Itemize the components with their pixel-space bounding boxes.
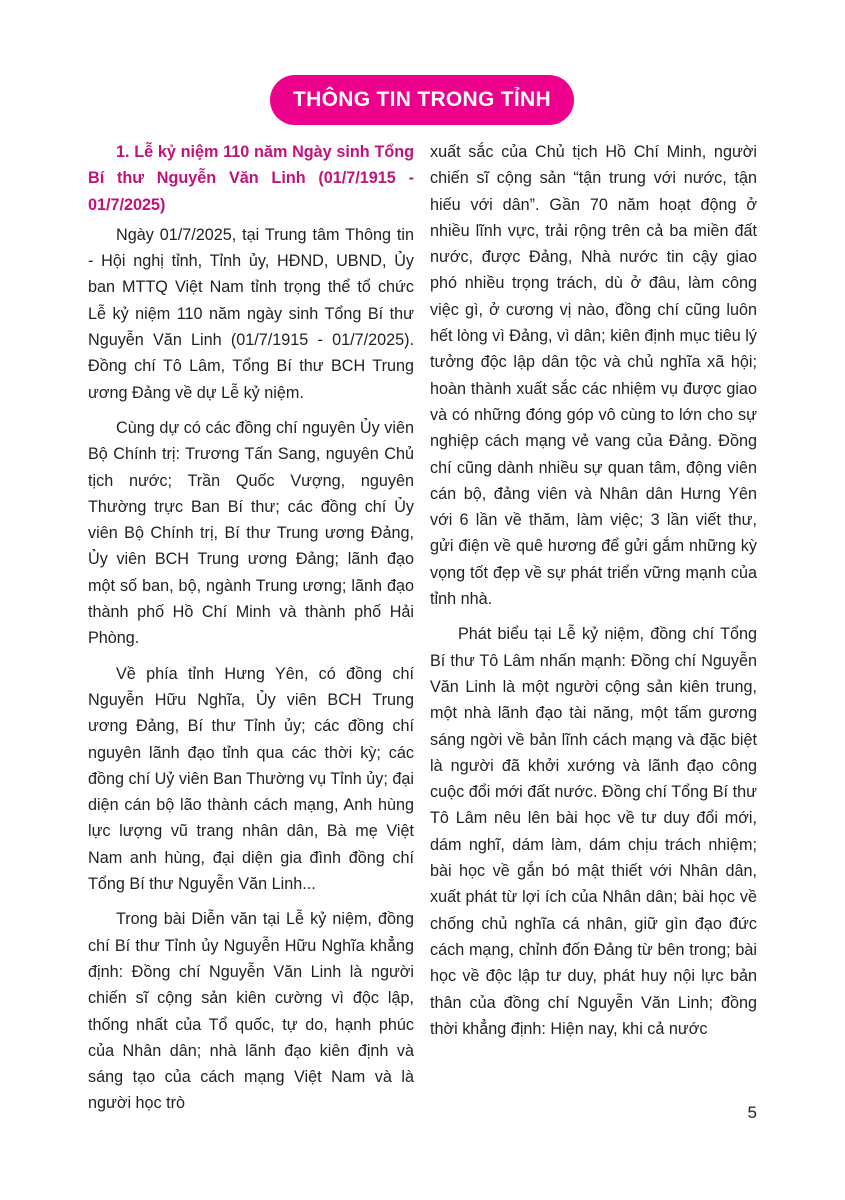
article-column-left: [88, 139, 414, 1126]
article-paragraph: Về phía tỉnh Hưng Yên, có đồng chí Nguyễn Hữu Nghĩa, Ủy viên BCH Trung ương Đảng, Bí thư Tỉnh ủy; các đồng chí nguyên lãnh đạo tỉnh qua các thời kỳ; các đồng chí Uỷ viên Ban Thường vụ Tỉnh ủy; đại diện cán bộ lão thành cách mạng, Anh hùng lực lượng vũ trang nhân dân, Bà mẹ Việt Nam anh hùng, đại diện gia đình đồng chí Tổng Bí thư Nguyễn Văn Linh...: [88, 664, 414, 894]
page-number: 5: [747, 1103, 757, 1122]
article-paragraph: Ngày 01/7/2025, tại Trung tâm Thông tin - Hội nghị tỉnh, Tỉnh ủy, HĐND, UBND, Ủy ban MTTQ Việt Nam tỉnh trọng thể tổ chức Lễ kỷ niệm 110 năm ngày sinh Tổng Bí thư Nguyễn Văn Linh (01/7/1915 - 01/7/2025). Đồng chí Tô Lâm, Tổng Bí thư BCH Trung ương Đảng về dự Lễ kỷ niệm.: [88, 225, 414, 402]
article-heading: 1. Lễ kỷ niệm 110 năm Ngày sinh Tổng Bí thư Nguyễn Văn Linh (01/7/1915 - 01/7/2025): [88, 143, 414, 214]
section-title: THÔNG TIN TRONG TỈNH: [293, 88, 551, 111]
article-paragraph-continuation: xuất sắc của Chủ tịch Hồ Chí Minh, người chiến sĩ cộng sản “tận trung với nước, tận hiếu với dân”. Gần 70 năm hoạt động ở nhiều lĩnh vực, trải rộng trên cả ba miền đất nước, được Đảng, Nhà nước tin cậy giao phó nhiều trọng trách, dù ở đâu, làm công việc gì, ở cương vị nào, đồng chí cũng luôn hết lòng vì Đảng, vì dân; kiên định mục tiêu lý tưởng độc lập dân tộc và chủ nghĩa xã hội; hoàn thành xuất sắc các nhiệm vụ được giao và có những đóng góp vô cùng to lớn cho sự nghiệp cách mạng vẻ vang của Đảng. Đồng chí cũng dành nhiều sự quan tâm, động viên cán bộ, đảng viên và Nhân dân Hưng Yên với 6 lần về thăm, làm việc; 3 lần viết thư, gửi điện về quê hương để gửi gắm những kỳ vọng tốt đẹp về sự phát triển vững mạnh của tỉnh nhà.: [430, 143, 757, 609]
section-banner: [270, 75, 574, 125]
article-paragraph: Cùng dự có các đồng chí nguyên Ủy viên Bộ Chính trị: Trương Tấn Sang, nguyên Chủ tịch nước; Trần Quốc Vượng, nguyên Thường trực Ban Bí thư; các đồng chí Ủy viên Bộ Chính trị, Bí thư Trung ương Đảng, Ủy viên BCH Trung ương Đảng; lãnh đạo một số ban, bộ, ngành Trung ương; lãnh đạo thành phố Hồ Chí Minh và thành phố Hải Phòng.: [88, 418, 414, 648]
article-paragraph: Trong bài Diễn văn tại Lễ kỷ niệm, đồng chí Bí thư Tỉnh ủy Nguyễn Hữu Nghĩa khẳng định: Đồng chí Nguyễn Văn Linh là người chiến sĩ cộng sản kiên cường vì độc lập, thống nhất của Tổ quốc, tự do, hạnh phúc của Nhân dân; nhà lãnh đạo kiên định và sáng tạo của cách mạng Việt Nam và là người học trò: [88, 910, 414, 1113]
article-column-right: [430, 139, 757, 1051]
article-paragraph: Phát biểu tại Lễ kỷ niệm, đồng chí Tổng Bí thư Tô Lâm nhấn mạnh: Đồng chí Nguyễn Văn Linh là một người cộng sản kiên trung, một nhà lãnh đạo tài năng, một tấm gương sáng ngời về bản lĩnh cách mạng và đặc biệt là người đã khởi xướng và lãnh đạo công cuộc đổi mới đất nước. Đồng chí Tổng Bí thư Tô Lâm nêu lên bài học về tư duy đổi mới, dám nghĩ, dám làm, dám chịu trách nhiệm; bài học về gắn bó mật thiết với Nhân dân, xuất phát từ lợi ích của Nhân dân; bài học về chống chủ nghĩa cá nhân, giữ gìn đạo đức cách mạng, chỉnh đốn Đảng từ bên trong; bài học về độc lập tư duy, phát huy nội lực bản thân của đồng chí Nguyễn Văn Linh; đồng thời khẳng định: Hiện nay, khi cả nước: [430, 625, 757, 1038]
